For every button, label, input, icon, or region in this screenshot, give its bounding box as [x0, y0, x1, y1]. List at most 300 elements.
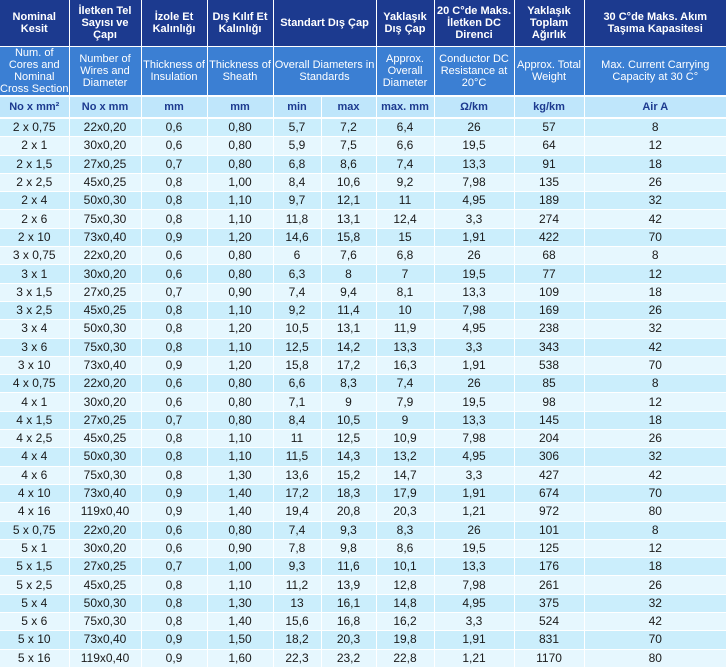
cell-dc-resistance: 4,95	[434, 192, 514, 210]
cell-diameter-max: 15,2	[321, 466, 376, 484]
cell-insulation: 0,8	[141, 430, 207, 448]
cell-dc-resistance: 4,95	[434, 320, 514, 338]
cell-insulation: 0,8	[141, 466, 207, 484]
cell-insulation: 0,6	[141, 265, 207, 283]
cell-wires-diameter: 73x0,40	[69, 484, 141, 502]
cell-cores-section: 3 x 6	[0, 338, 69, 356]
cell-diameter-min: 7,4	[273, 283, 321, 301]
table-row	[0, 210, 726, 228]
cell-weight: 135	[514, 173, 584, 191]
cell-dc-resistance: 19,5	[434, 265, 514, 283]
cell-insulation: 0,9	[141, 228, 207, 246]
cell-wires-diameter: 30x0,20	[69, 539, 141, 557]
cell-diameter-min: 7,4	[273, 521, 321, 539]
table-row	[0, 503, 726, 521]
cell-current-capacity: 12	[584, 137, 726, 155]
header-wire-count: İletken Tel Sayısı ve Çapı	[69, 0, 141, 47]
cell-diameter-min: 5,9	[273, 137, 321, 155]
table-row	[0, 448, 726, 466]
cell-cores-section: 5 x 0,75	[0, 521, 69, 539]
cell-wires-diameter: 119x0,40	[69, 503, 141, 521]
cell-diameter-min: 14,6	[273, 228, 321, 246]
table-row	[0, 430, 726, 448]
cell-wires-diameter: 27x0,25	[69, 411, 141, 429]
cell-cores-section: 2 x 4	[0, 192, 69, 210]
cell-weight: 524	[514, 613, 584, 631]
cell-dc-resistance: 3,3	[434, 210, 514, 228]
cell-wires-diameter: 75x0,30	[69, 210, 141, 228]
unit-max: max	[321, 96, 376, 118]
cell-weight: 64	[514, 137, 584, 155]
cell-weight: 274	[514, 210, 584, 228]
header-en-weight: Approx. Total Weight	[514, 47, 584, 97]
table-row	[0, 576, 726, 594]
cell-diameter-max: 11,4	[321, 301, 376, 319]
cell-sheath: 0,80	[207, 265, 273, 283]
cell-cores-section: 3 x 4	[0, 320, 69, 338]
cell-dc-resistance: 19,5	[434, 393, 514, 411]
cell-current-capacity: 18	[584, 155, 726, 173]
cell-sheath: 0,80	[207, 247, 273, 265]
cell-sheath: 1,20	[207, 228, 273, 246]
cell-current-capacity: 26	[584, 301, 726, 319]
cell-diameter-max: 14,2	[321, 338, 376, 356]
cell-weight: 109	[514, 283, 584, 301]
table-row	[0, 521, 726, 539]
cell-approx-diameter: 11	[376, 192, 434, 210]
cell-approx-diameter: 12,4	[376, 210, 434, 228]
cell-sheath: 0,80	[207, 411, 273, 429]
table-row	[0, 155, 726, 173]
cell-sheath: 0,80	[207, 137, 273, 155]
cell-diameter-max: 9,3	[321, 521, 376, 539]
cell-diameter-min: 8,4	[273, 411, 321, 429]
cell-wires-diameter: 27x0,25	[69, 558, 141, 576]
cell-approx-diameter: 9	[376, 411, 434, 429]
cell-wires-diameter: 45x0,25	[69, 576, 141, 594]
table-row	[0, 649, 726, 667]
cell-dc-resistance: 4,95	[434, 594, 514, 612]
cell-sheath: 1,20	[207, 320, 273, 338]
cell-diameter-max: 13,9	[321, 576, 376, 594]
cell-diameter-max: 7,6	[321, 247, 376, 265]
cell-diameter-min: 6,3	[273, 265, 321, 283]
cell-wires-diameter: 75x0,30	[69, 338, 141, 356]
cell-insulation: 0,7	[141, 283, 207, 301]
table-row	[0, 411, 726, 429]
cell-sheath: 1,10	[207, 192, 273, 210]
cell-diameter-max: 9,8	[321, 539, 376, 557]
cell-approx-diameter: 9,2	[376, 173, 434, 191]
cell-weight: 427	[514, 466, 584, 484]
cell-insulation: 0,7	[141, 155, 207, 173]
cell-dc-resistance: 4,95	[434, 448, 514, 466]
cell-diameter-max: 20,8	[321, 503, 376, 521]
cell-cores-section: 4 x 1,5	[0, 411, 69, 429]
cell-weight: 57	[514, 118, 584, 137]
cell-approx-diameter: 13,2	[376, 448, 434, 466]
cell-cores-section: 2 x 10	[0, 228, 69, 246]
cell-current-capacity: 18	[584, 411, 726, 429]
cell-weight: 538	[514, 356, 584, 374]
cell-approx-diameter: 14,7	[376, 466, 434, 484]
cell-diameter-max: 12,5	[321, 430, 376, 448]
cell-diameter-max: 12,1	[321, 192, 376, 210]
cell-diameter-min: 18,2	[273, 631, 321, 649]
cell-wires-diameter: 27x0,25	[69, 155, 141, 173]
cell-approx-diameter: 6,6	[376, 137, 434, 155]
cell-diameter-min: 13,6	[273, 466, 321, 484]
cell-sheath: 1,10	[207, 448, 273, 466]
cell-diameter-min: 19,4	[273, 503, 321, 521]
cell-cores-section: 5 x 4	[0, 594, 69, 612]
header-sheath: Dış Kılıf Et Kalınlığı	[207, 0, 273, 47]
header-en-approx-diameter: Approx. Overall Diameter	[376, 47, 434, 97]
cell-dc-resistance: 13,3	[434, 411, 514, 429]
cell-insulation: 0,8	[141, 576, 207, 594]
cell-sheath: 0,80	[207, 375, 273, 393]
header-en-sheath: Thickness of Sheath	[207, 47, 273, 97]
table-row	[0, 594, 726, 612]
cell-current-capacity: 12	[584, 539, 726, 557]
cell-weight: 189	[514, 192, 584, 210]
unit-weight: kg/km	[514, 96, 584, 118]
cell-diameter-min: 11,2	[273, 576, 321, 594]
cell-sheath: 0,90	[207, 539, 273, 557]
header-en-cores: Num. of Cores and Nominal Cross Section	[0, 47, 69, 95]
cell-cores-section: 5 x 2,5	[0, 576, 69, 594]
cell-wires-diameter: 30x0,20	[69, 393, 141, 411]
cell-insulation: 0,8	[141, 173, 207, 191]
cell-cores-section: 2 x 6	[0, 210, 69, 228]
cell-wires-diameter: 22x0,20	[69, 375, 141, 393]
cell-diameter-min: 11	[273, 430, 321, 448]
cell-diameter-min: 9,7	[273, 192, 321, 210]
cell-current-capacity: 42	[584, 210, 726, 228]
header-en-insulation: Thickness of Insulation	[141, 47, 207, 97]
cell-sheath: 0,80	[207, 118, 273, 137]
header-approx-diameter: Yaklaşık Dış Çap	[376, 0, 434, 47]
table-row	[0, 137, 726, 155]
cell-diameter-max: 13,1	[321, 210, 376, 228]
cell-diameter-min: 11,8	[273, 210, 321, 228]
cell-diameter-min: 22,3	[273, 649, 321, 667]
cell-weight: 169	[514, 301, 584, 319]
cell-weight: 261	[514, 576, 584, 594]
cell-approx-diameter: 7	[376, 265, 434, 283]
cell-current-capacity: 26	[584, 173, 726, 191]
cell-wires-diameter: 73x0,40	[69, 356, 141, 374]
cell-diameter-max: 7,5	[321, 137, 376, 155]
cell-diameter-min: 6	[273, 247, 321, 265]
cell-cores-section: 5 x 10	[0, 631, 69, 649]
cell-diameter-min: 5,7	[273, 118, 321, 137]
cell-wires-diameter: 75x0,30	[69, 613, 141, 631]
unit-current: Air A	[584, 96, 726, 118]
cell-approx-diameter: 10,9	[376, 430, 434, 448]
cell-wires-diameter: 30x0,20	[69, 137, 141, 155]
cell-insulation: 0,9	[141, 649, 207, 667]
cell-dc-resistance: 1,21	[434, 503, 514, 521]
cell-insulation: 0,6	[141, 375, 207, 393]
header-standard-diameter: Standart Dış Çap	[273, 0, 376, 47]
table-body	[0, 118, 726, 667]
cell-approx-diameter: 6,4	[376, 118, 434, 137]
cell-sheath: 1,00	[207, 558, 273, 576]
cell-approx-diameter: 8,6	[376, 539, 434, 557]
cell-cores-section: 4 x 1	[0, 393, 69, 411]
table-row	[0, 631, 726, 649]
cell-insulation: 0,8	[141, 448, 207, 466]
table-row	[0, 484, 726, 502]
table-row	[0, 375, 726, 393]
cell-weight: 91	[514, 155, 584, 173]
unit-min: min	[273, 96, 321, 118]
cell-dc-resistance: 3,3	[434, 338, 514, 356]
cell-approx-diameter: 16,2	[376, 613, 434, 631]
cell-weight: 101	[514, 521, 584, 539]
cell-current-capacity: 8	[584, 118, 726, 137]
cell-dc-resistance: 1,91	[434, 631, 514, 649]
cell-insulation: 0,7	[141, 411, 207, 429]
cell-cores-section: 2 x 2,5	[0, 173, 69, 191]
cell-current-capacity: 70	[584, 228, 726, 246]
cell-insulation: 0,9	[141, 631, 207, 649]
header-weight: Yaklaşık Toplam Ağırlık	[514, 0, 584, 47]
cell-diameter-max: 14,3	[321, 448, 376, 466]
cell-current-capacity: 32	[584, 594, 726, 612]
cell-insulation: 0,8	[141, 301, 207, 319]
cell-wires-diameter: 45x0,25	[69, 430, 141, 448]
cell-diameter-min: 11,5	[273, 448, 321, 466]
cell-sheath: 1,10	[207, 210, 273, 228]
cell-approx-diameter: 11,9	[376, 320, 434, 338]
table-row	[0, 192, 726, 210]
cell-insulation: 0,8	[141, 192, 207, 210]
cell-diameter-min: 13	[273, 594, 321, 612]
cell-diameter-min: 8,4	[273, 173, 321, 191]
cell-wires-diameter: 22x0,20	[69, 118, 141, 137]
cell-sheath: 1,10	[207, 338, 273, 356]
cell-insulation: 0,6	[141, 539, 207, 557]
cell-insulation: 0,9	[141, 356, 207, 374]
cell-current-capacity: 70	[584, 484, 726, 502]
cell-diameter-max: 23,2	[321, 649, 376, 667]
cell-diameter-min: 6,6	[273, 375, 321, 393]
table-row	[0, 247, 726, 265]
table-row	[0, 356, 726, 374]
cell-weight: 125	[514, 539, 584, 557]
cell-insulation: 0,9	[141, 503, 207, 521]
cell-wires-diameter: 22x0,20	[69, 247, 141, 265]
cell-sheath: 0,80	[207, 393, 273, 411]
cell-current-capacity: 26	[584, 576, 726, 594]
cell-cores-section: 5 x 6	[0, 613, 69, 631]
cell-current-capacity: 42	[584, 466, 726, 484]
cell-diameter-min: 15,6	[273, 613, 321, 631]
cell-sheath: 1,60	[207, 649, 273, 667]
cell-cores-section: 3 x 0,75	[0, 247, 69, 265]
cell-dc-resistance: 7,98	[434, 430, 514, 448]
cell-diameter-max: 15,8	[321, 228, 376, 246]
cell-wires-diameter: 22x0,20	[69, 521, 141, 539]
cell-approx-diameter: 15	[376, 228, 434, 246]
cell-diameter-min: 9,3	[273, 558, 321, 576]
cell-wires-diameter: 50x0,30	[69, 192, 141, 210]
cell-sheath: 0,90	[207, 283, 273, 301]
header-en-dc-resistance: Conductor DC Resistance at 20°C	[434, 47, 514, 97]
header-dc-resistance: 20 C°de Maks. İletken DC Direnci	[434, 0, 514, 47]
cell-insulation: 0,6	[141, 137, 207, 155]
cell-insulation: 0,6	[141, 247, 207, 265]
cell-diameter-max: 11,6	[321, 558, 376, 576]
cell-cores-section: 3 x 2,5	[0, 301, 69, 319]
cell-insulation: 0,6	[141, 393, 207, 411]
header-row-english	[0, 47, 726, 97]
cell-insulation: 0,6	[141, 521, 207, 539]
cell-wires-diameter: 73x0,40	[69, 631, 141, 649]
table-row	[0, 320, 726, 338]
cell-weight: 306	[514, 448, 584, 466]
cell-sheath: 0,80	[207, 155, 273, 173]
cell-dc-resistance: 3,3	[434, 613, 514, 631]
cell-approx-diameter: 8,1	[376, 283, 434, 301]
cell-wires-diameter: 27x0,25	[69, 283, 141, 301]
cell-dc-resistance: 1,91	[434, 228, 514, 246]
cell-approx-diameter: 7,4	[376, 155, 434, 173]
table-row	[0, 228, 726, 246]
header-nominal-kesit: Nominal Kesit	[0, 0, 69, 47]
header-current-capacity: 30 C°de Maks. Akım Taşıma Kapasitesi	[584, 0, 726, 47]
cell-current-capacity: 26	[584, 430, 726, 448]
cell-dc-resistance: 1,91	[434, 356, 514, 374]
cell-diameter-min: 9,2	[273, 301, 321, 319]
cell-insulation: 0,8	[141, 338, 207, 356]
cell-current-capacity: 8	[584, 521, 726, 539]
cell-sheath: 1,10	[207, 301, 273, 319]
unit-sheath: mm	[207, 96, 273, 118]
cell-diameter-max: 9,4	[321, 283, 376, 301]
cell-diameter-max: 8,6	[321, 155, 376, 173]
cell-approx-diameter: 12,8	[376, 576, 434, 594]
cell-sheath: 1,50	[207, 631, 273, 649]
cell-sheath: 1,40	[207, 484, 273, 502]
cell-cores-section: 4 x 0,75	[0, 375, 69, 393]
cell-cores-section: 2 x 1,5	[0, 155, 69, 173]
cell-current-capacity: 12	[584, 393, 726, 411]
unit-cores: No x mm²	[0, 96, 69, 118]
cell-current-capacity: 8	[584, 375, 726, 393]
unit-insulation: mm	[141, 96, 207, 118]
cell-diameter-max: 8	[321, 265, 376, 283]
cell-current-capacity: 42	[584, 338, 726, 356]
cell-diameter-min: 15,8	[273, 356, 321, 374]
table-row	[0, 301, 726, 319]
cell-diameter-max: 20,3	[321, 631, 376, 649]
cell-diameter-min: 12,5	[273, 338, 321, 356]
cell-approx-diameter: 10	[376, 301, 434, 319]
cell-weight: 422	[514, 228, 584, 246]
cell-wires-diameter: 45x0,25	[69, 173, 141, 191]
cell-current-capacity: 12	[584, 265, 726, 283]
cell-sheath: 0,80	[207, 521, 273, 539]
cell-dc-resistance: 1,21	[434, 649, 514, 667]
cell-approx-diameter: 7,9	[376, 393, 434, 411]
cell-cores-section: 5 x 1	[0, 539, 69, 557]
cell-weight: 831	[514, 631, 584, 649]
cell-insulation: 0,6	[141, 118, 207, 137]
cell-dc-resistance: 13,3	[434, 283, 514, 301]
cell-diameter-min: 6,8	[273, 155, 321, 173]
cell-approx-diameter: 13,3	[376, 338, 434, 356]
cell-approx-diameter: 16,3	[376, 356, 434, 374]
cell-diameter-min: 7,1	[273, 393, 321, 411]
cell-dc-resistance: 26	[434, 521, 514, 539]
cell-dc-resistance: 3,3	[434, 466, 514, 484]
cell-wires-diameter: 50x0,30	[69, 320, 141, 338]
cell-wires-diameter: 75x0,30	[69, 466, 141, 484]
cell-dc-resistance: 26	[434, 375, 514, 393]
unit-row	[0, 96, 726, 118]
cell-insulation: 0,8	[141, 594, 207, 612]
cell-weight: 375	[514, 594, 584, 612]
cell-sheath: 1,10	[207, 430, 273, 448]
table-row	[0, 173, 726, 191]
unit-wires: No x mm	[69, 96, 141, 118]
unit-resistance: Ω/km	[434, 96, 514, 118]
cell-insulation: 0,7	[141, 558, 207, 576]
cell-cores-section: 5 x 16	[0, 649, 69, 667]
cell-cores-section: 4 x 6	[0, 466, 69, 484]
cell-wires-diameter: 45x0,25	[69, 301, 141, 319]
cell-cores-section: 2 x 0,75	[0, 118, 69, 137]
cell-dc-resistance: 7,98	[434, 173, 514, 191]
cell-weight: 145	[514, 411, 584, 429]
cell-weight: 204	[514, 430, 584, 448]
cell-cores-section: 4 x 2,5	[0, 430, 69, 448]
cell-current-capacity: 42	[584, 613, 726, 631]
cell-diameter-min: 17,2	[273, 484, 321, 502]
cell-cores-section: 4 x 4	[0, 448, 69, 466]
header-row-turkish	[0, 0, 726, 47]
cell-dc-resistance: 26	[434, 247, 514, 265]
table-row	[0, 118, 726, 137]
cell-diameter-max: 8,3	[321, 375, 376, 393]
cell-current-capacity: 32	[584, 320, 726, 338]
cell-weight: 176	[514, 558, 584, 576]
cell-diameter-max: 7,2	[321, 118, 376, 137]
cell-approx-diameter: 14,8	[376, 594, 434, 612]
cell-insulation: 0,8	[141, 320, 207, 338]
cell-current-capacity: 18	[584, 283, 726, 301]
unit-approx-diameter: max. mm	[376, 96, 434, 118]
cell-diameter-min: 7,8	[273, 539, 321, 557]
cell-current-capacity: 80	[584, 503, 726, 521]
cell-weight: 68	[514, 247, 584, 265]
cell-sheath: 1,30	[207, 594, 273, 612]
cell-wires-diameter: 30x0,20	[69, 265, 141, 283]
cell-cores-section: 4 x 10	[0, 484, 69, 502]
cell-approx-diameter: 6,8	[376, 247, 434, 265]
cell-cores-section: 2 x 1	[0, 137, 69, 155]
cell-wires-diameter: 50x0,30	[69, 594, 141, 612]
cell-current-capacity: 32	[584, 192, 726, 210]
header-en-current-capacity: Max. Current Carrying Capacity at 30 C°	[584, 47, 726, 97]
cell-approx-diameter: 19,8	[376, 631, 434, 649]
cell-current-capacity: 8	[584, 247, 726, 265]
cell-cores-section: 4 x 16	[0, 503, 69, 521]
cell-diameter-max: 16,1	[321, 594, 376, 612]
